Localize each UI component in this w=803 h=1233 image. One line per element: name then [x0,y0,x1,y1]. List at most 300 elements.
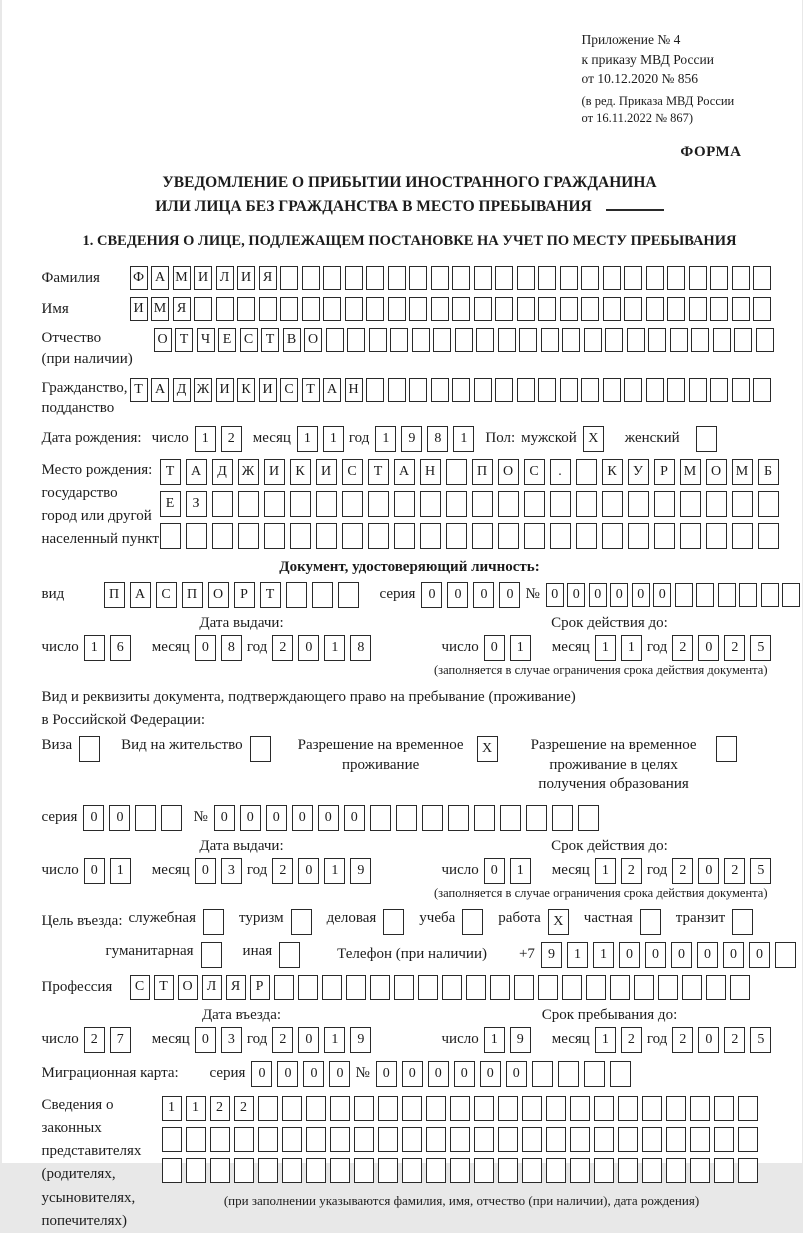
char-box[interactable]: 9 [401,426,422,452]
char-box[interactable] [732,909,753,935]
char-box[interactable]: 2 [724,1027,745,1053]
char-box[interactable]: 9 [510,1027,531,1053]
char-box[interactable] [714,1096,734,1121]
char-box[interactable]: 1 [621,635,642,661]
char-box[interactable] [532,1061,553,1087]
char-box[interactable] [322,975,342,1000]
char-box[interactable] [402,1158,422,1183]
char-box[interactable]: 1 [595,858,616,884]
char-box[interactable]: 0 [546,583,564,607]
char-box[interactable] [450,1127,470,1152]
char-box[interactable]: 0 [480,1061,501,1087]
char-box[interactable]: 0 [589,583,607,607]
char-box[interactable]: Е [218,328,236,352]
char-box[interactable] [690,1096,710,1121]
char-box[interactable]: Т [130,378,148,402]
char-box[interactable] [732,297,750,321]
char-box[interactable] [450,1158,470,1183]
char-box[interactable]: Б [758,459,779,485]
char-box[interactable] [562,328,580,352]
char-box[interactable]: 2 [621,1027,642,1053]
char-box[interactable] [642,1127,662,1152]
char-box[interactable]: 0 [266,805,287,831]
char-box[interactable] [316,523,337,549]
char-box[interactable]: 5 [750,858,771,884]
option-temp-residence-education-checkbox[interactable] [716,736,742,762]
char-box[interactable] [667,378,685,402]
char-box[interactable] [238,523,259,549]
char-box[interactable] [290,523,311,549]
char-box[interactable] [666,1096,686,1121]
char-box[interactable] [526,805,547,831]
char-box[interactable]: 3 [221,1027,242,1053]
purpose-other-checkbox[interactable] [279,942,305,968]
char-box[interactable] [330,1158,350,1183]
char-box[interactable] [498,328,516,352]
char-box[interactable] [162,1127,182,1152]
char-box[interactable] [690,1127,710,1152]
char-box[interactable] [522,1127,542,1152]
char-box[interactable] [312,582,333,608]
char-box[interactable] [498,491,519,517]
char-box[interactable] [474,805,495,831]
char-box[interactable]: 0 [428,1061,449,1087]
char-box[interactable]: 0 [567,583,585,607]
char-box[interactable]: Ч [197,328,215,352]
char-box[interactable]: 0 [329,1061,350,1087]
char-box[interactable] [761,583,779,607]
char-box[interactable]: 1 [195,426,216,452]
char-box[interactable] [433,328,451,352]
char-box[interactable] [714,1158,734,1183]
char-box[interactable] [538,266,556,290]
char-box[interactable] [455,328,473,352]
char-box[interactable] [370,975,390,1000]
char-box[interactable]: 0 [277,1061,298,1087]
char-box[interactable] [378,1096,398,1121]
char-box[interactable]: 0 [698,635,719,661]
char-box[interactable]: 0 [214,805,235,831]
char-box[interactable] [560,297,578,321]
char-box[interactable]: 0 [749,942,770,968]
char-box[interactable] [450,1096,470,1121]
char-box[interactable] [517,266,535,290]
char-box[interactable] [524,491,545,517]
char-box[interactable]: 1 [110,858,131,884]
char-box[interactable]: О [706,459,727,485]
char-box[interactable] [302,297,320,321]
char-box[interactable] [330,1096,350,1121]
char-box[interactable] [490,975,510,1000]
char-box[interactable] [624,378,642,402]
char-box[interactable] [689,297,707,321]
char-box[interactable] [732,266,750,290]
char-box[interactable] [279,942,300,968]
char-box[interactable] [558,1061,579,1087]
char-box[interactable] [691,328,709,352]
char-box[interactable] [550,523,571,549]
char-box[interactable]: Д [173,378,191,402]
char-box[interactable] [696,426,717,452]
purpose-study-checkbox[interactable] [462,909,488,935]
char-box[interactable] [390,328,408,352]
char-box[interactable] [753,266,771,290]
char-box[interactable]: С [240,328,258,352]
char-box[interactable] [237,297,255,321]
char-box[interactable] [250,736,271,762]
char-box[interactable] [452,297,470,321]
char-box[interactable] [212,491,233,517]
char-box[interactable]: С [130,975,150,1000]
purpose-tourism-checkbox[interactable] [291,909,317,935]
char-box[interactable]: С [280,378,298,402]
char-box[interactable] [627,328,645,352]
char-box[interactable] [290,491,311,517]
char-box[interactable]: И [316,459,337,485]
char-box[interactable] [610,975,630,1000]
char-box[interactable] [201,942,222,968]
char-box[interactable] [560,378,578,402]
char-box[interactable] [323,297,341,321]
char-box[interactable]: 0 [698,858,719,884]
char-box[interactable] [446,523,467,549]
char-box[interactable]: П [104,582,125,608]
char-box[interactable] [422,805,443,831]
char-box[interactable] [667,297,685,321]
char-box[interactable]: 1 [323,426,344,452]
char-box[interactable] [366,297,384,321]
char-box[interactable] [581,378,599,402]
char-box[interactable] [730,975,750,1000]
char-box[interactable]: И [237,266,255,290]
char-box[interactable] [203,909,224,935]
char-box[interactable] [306,1158,326,1183]
char-box[interactable] [654,491,675,517]
char-box[interactable] [216,297,234,321]
char-box[interactable] [418,975,438,1000]
char-box[interactable] [280,266,298,290]
char-box[interactable] [538,975,558,1000]
char-box[interactable]: И [259,378,277,402]
char-box[interactable] [689,266,707,290]
char-box[interactable]: 2 [234,1096,254,1121]
char-box[interactable] [500,805,521,831]
char-box[interactable] [366,266,384,290]
char-box[interactable] [732,523,753,549]
char-box[interactable] [775,942,796,968]
char-box[interactable] [718,583,736,607]
char-box[interactable]: К [602,459,623,485]
char-box[interactable] [194,297,212,321]
char-box[interactable]: 0 [610,583,628,607]
char-box[interactable] [689,378,707,402]
char-box[interactable] [420,523,441,549]
char-box[interactable]: У [628,459,649,485]
char-box[interactable]: М [151,297,169,321]
char-box[interactable]: 1 [324,635,345,661]
char-box[interactable]: 2 [221,426,242,452]
char-box[interactable]: 0 [303,1061,324,1087]
char-box[interactable] [347,328,365,352]
char-box[interactable]: 0 [298,858,319,884]
char-box[interactable]: 0 [484,635,505,661]
char-box[interactable] [342,491,363,517]
char-box[interactable] [474,297,492,321]
char-box[interactable] [738,1127,758,1152]
char-box[interactable]: Л [202,975,222,1000]
char-box[interactable] [498,1158,518,1183]
char-box[interactable]: 2 [272,858,293,884]
char-box[interactable] [624,297,642,321]
char-box[interactable] [354,1096,374,1121]
char-box[interactable] [658,975,678,1000]
char-box[interactable] [474,378,492,402]
char-box[interactable]: . [550,459,571,485]
char-box[interactable] [282,1127,302,1152]
char-box[interactable]: 0 [697,942,718,968]
char-box[interactable]: М [680,459,701,485]
char-box[interactable]: 0 [240,805,261,831]
char-box[interactable] [282,1158,302,1183]
char-box[interactable] [634,975,654,1000]
char-box[interactable] [474,1158,494,1183]
char-box[interactable]: 3 [221,858,242,884]
char-box[interactable] [286,582,307,608]
char-box[interactable] [212,523,233,549]
char-box[interactable] [716,736,737,762]
char-box[interactable]: 1 [324,1027,345,1053]
char-box[interactable] [338,582,359,608]
char-box[interactable] [280,297,298,321]
char-box[interactable]: 0 [83,805,104,831]
char-box[interactable] [448,805,469,831]
char-box[interactable] [581,297,599,321]
char-box[interactable]: 0 [653,583,671,607]
char-box[interactable] [345,297,363,321]
char-box[interactable] [710,297,728,321]
char-box[interactable]: 0 [251,1061,272,1087]
phone-digit-boxes[interactable] [541,942,801,968]
char-box[interactable] [514,975,534,1000]
char-box[interactable] [326,328,344,352]
char-box[interactable] [476,328,494,352]
char-box[interactable] [782,583,800,607]
char-box[interactable] [519,328,537,352]
char-box[interactable] [618,1096,638,1121]
char-box[interactable]: С [524,459,545,485]
char-box[interactable]: О [304,328,322,352]
char-box[interactable] [264,491,285,517]
char-box[interactable]: 8 [221,635,242,661]
char-box[interactable]: 2 [84,1027,105,1053]
char-box[interactable] [431,266,449,290]
char-box[interactable]: П [182,582,203,608]
char-box[interactable]: 1 [593,942,614,968]
char-box[interactable] [646,266,664,290]
purpose-humanitarian-checkbox[interactable] [201,942,227,968]
char-box[interactable]: Р [654,459,675,485]
char-box[interactable] [234,1127,254,1152]
char-box[interactable] [642,1158,662,1183]
char-box[interactable]: Т [160,459,181,485]
char-box[interactable] [666,1158,686,1183]
char-box[interactable]: 0 [109,805,130,831]
purpose-work-checkbox[interactable] [548,909,574,935]
char-box[interactable]: X [477,736,498,762]
char-box[interactable]: 1 [324,858,345,884]
char-box[interactable]: 1 [567,942,588,968]
char-box[interactable]: 2 [724,858,745,884]
char-box[interactable] [396,805,417,831]
char-box[interactable]: 0 [619,942,640,968]
char-box[interactable] [291,909,312,935]
char-box[interactable] [431,297,449,321]
char-box[interactable]: 2 [272,1027,293,1053]
char-box[interactable] [394,523,415,549]
char-box[interactable]: М [732,459,753,485]
char-box[interactable] [342,523,363,549]
char-box[interactable]: 0 [506,1061,527,1087]
char-box[interactable]: 0 [484,858,505,884]
char-box[interactable] [394,975,414,1000]
char-box[interactable] [732,491,753,517]
char-box[interactable]: 0 [473,582,494,608]
char-box[interactable]: 9 [350,1027,371,1053]
char-box[interactable] [426,1096,446,1121]
sex-female-checkbox[interactable] [696,426,722,452]
char-box[interactable] [186,1127,206,1152]
char-box[interactable] [446,491,467,517]
char-box[interactable] [714,1127,734,1152]
option-temp-residence-checkbox[interactable] [477,736,503,762]
char-box[interactable] [710,378,728,402]
char-box[interactable]: 1 [510,635,531,661]
char-box[interactable]: 9 [541,942,562,968]
char-box[interactable] [546,1127,566,1152]
char-box[interactable]: З [186,491,207,517]
char-box[interactable] [738,1096,758,1121]
char-box[interactable]: О [178,975,198,1000]
char-box[interactable] [605,328,623,352]
char-box[interactable] [642,1096,662,1121]
char-box[interactable] [474,1096,494,1121]
char-box[interactable] [388,378,406,402]
char-box[interactable] [646,378,664,402]
char-box[interactable] [584,1061,605,1087]
char-box[interactable] [570,1096,590,1121]
char-box[interactable]: Ж [238,459,259,485]
char-box[interactable] [402,1127,422,1152]
char-box[interactable]: Т [261,328,279,352]
char-box[interactable]: 1 [297,426,318,452]
char-box[interactable] [603,266,621,290]
char-box[interactable] [552,805,573,831]
char-box[interactable]: 2 [210,1096,230,1121]
char-box[interactable]: Д [212,459,233,485]
char-box[interactable]: 1 [510,858,531,884]
char-box[interactable] [570,1127,590,1152]
char-box[interactable] [576,491,597,517]
char-box[interactable]: 8 [427,426,448,452]
char-box[interactable]: А [323,378,341,402]
char-box[interactable] [610,1061,631,1087]
char-box[interactable]: Я [259,266,277,290]
char-box[interactable] [234,1158,254,1183]
char-box[interactable] [581,266,599,290]
char-box[interactable]: 0 [298,635,319,661]
char-box[interactable] [368,491,389,517]
char-box[interactable]: 1 [375,426,396,452]
char-box[interactable] [624,266,642,290]
char-box[interactable]: Л [216,266,234,290]
char-box[interactable] [498,1096,518,1121]
char-box[interactable] [383,909,404,935]
char-box[interactable]: 0 [698,1027,719,1053]
char-box[interactable]: Т [368,459,389,485]
char-box[interactable] [546,1158,566,1183]
char-box[interactable] [431,378,449,402]
char-box[interactable] [586,975,606,1000]
char-box[interactable]: 6 [110,635,131,661]
char-box[interactable]: А [394,459,415,485]
char-box[interactable]: Ф [130,266,148,290]
char-box[interactable]: 0 [632,583,650,607]
char-box[interactable]: 0 [84,858,105,884]
char-box[interactable]: 2 [272,635,293,661]
char-box[interactable] [522,1158,542,1183]
char-box[interactable]: С [342,459,363,485]
char-box[interactable] [495,266,513,290]
char-box[interactable]: Р [250,975,270,1000]
char-box[interactable] [409,266,427,290]
char-box[interactable] [498,1127,518,1152]
char-box[interactable]: 9 [350,858,371,884]
char-box[interactable]: 1 [595,635,616,661]
char-box[interactable] [258,1127,278,1152]
char-box[interactable] [734,328,752,352]
char-box[interactable] [524,523,545,549]
char-box[interactable]: 0 [723,942,744,968]
char-box[interactable] [646,297,664,321]
char-box[interactable] [618,1158,638,1183]
char-box[interactable] [738,1158,758,1183]
char-box[interactable] [546,1096,566,1121]
char-box[interactable]: Р [234,582,255,608]
char-box[interactable] [388,266,406,290]
char-box[interactable] [378,1127,398,1152]
char-box[interactable]: А [151,378,169,402]
char-box[interactable]: И [216,378,234,402]
char-box[interactable] [603,297,621,321]
char-box[interactable] [706,491,727,517]
char-box[interactable] [602,491,623,517]
char-box[interactable] [354,1127,374,1152]
char-box[interactable]: К [237,378,255,402]
char-box[interactable] [402,1096,422,1121]
char-box[interactable] [498,523,519,549]
char-box[interactable] [517,378,535,402]
char-box[interactable]: 0 [318,805,339,831]
char-box[interactable] [594,1158,614,1183]
char-box[interactable]: Я [226,975,246,1000]
char-box[interactable]: Т [154,975,174,1000]
char-box[interactable] [578,805,599,831]
char-box[interactable] [442,975,462,1000]
char-box[interactable] [562,975,582,1000]
char-box[interactable] [378,1158,398,1183]
char-box[interactable] [594,1127,614,1152]
char-box[interactable] [446,459,467,485]
